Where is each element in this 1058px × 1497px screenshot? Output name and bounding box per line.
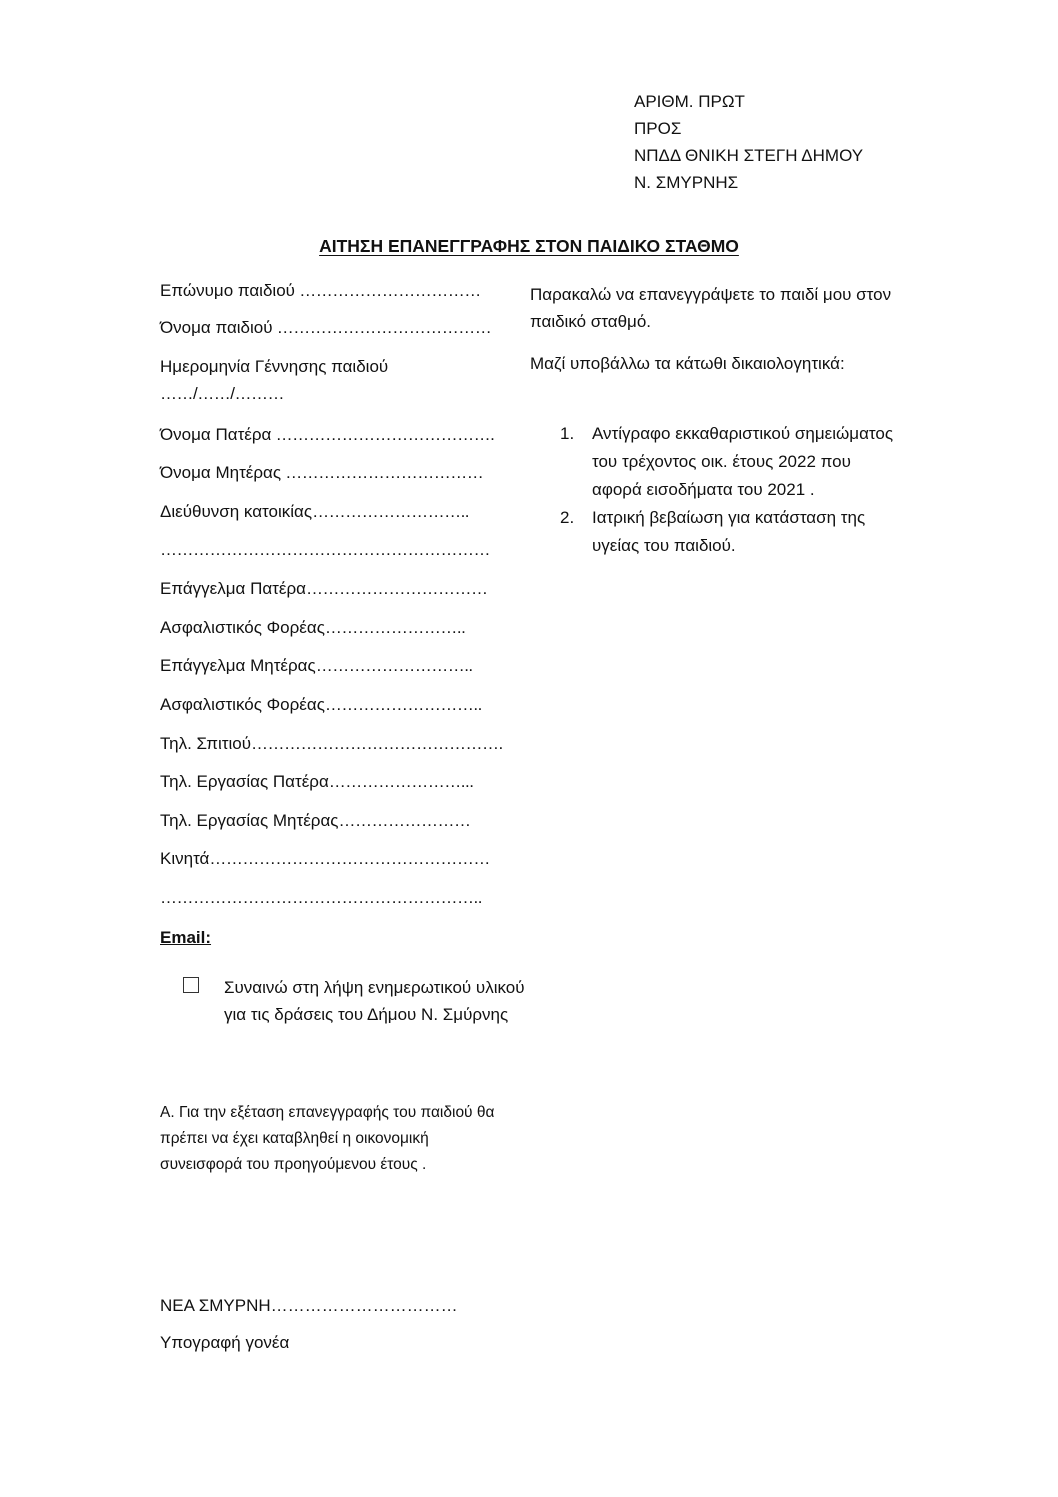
field-child-birthdate-label: Ημερομηνία Γέννησης παιδιού [160,357,389,376]
document-item [560,420,900,504]
field-mobile-phones[interactable]: Κινητά…………………………………………… [160,849,490,868]
request-text: Παρακαλώ να επανεγγράψετε το παιδί μου στον παιδικό σταθμό. [530,285,892,331]
document-item [560,504,900,560]
field-home-address[interactable]: Διεύθυνση κατοικίας……………………….. [160,502,470,521]
recipient-municipality: Ν. ΣΜΥΡΝΗΣ [634,173,739,192]
consent-checkbox[interactable] [183,977,199,993]
field-father-work-phone[interactable]: Τηλ. Εργασίας Πατέρα……………………... [160,772,474,791]
field-child-surname[interactable]: Επώνυμο παιδιού …………………………… [160,281,481,300]
recipient-header [634,88,863,196]
field-mother-work-phone[interactable]: Τηλ. Εργασίας Μητέρας…………………… [160,811,471,830]
field-mother-occupation[interactable]: Επάγγελμα Μητέρας……………………….. [160,656,473,675]
field-child-name[interactable]: Όνομα παιδιού ………………………………… [160,318,492,337]
field-father-occupation[interactable]: Επάγγελμα Πατέρα…………………………… [160,579,488,598]
documents-list [560,420,900,560]
place-date-line[interactable]: ΝΕΑ ΣΜΥΡΝΗ…………………………… [160,1296,458,1315]
document-text: Αντίγραφο εκκαθαριστικού σημειώματος του τρέχοντος οικ. έτους 2022 που αφορά εισοδήματα του 2021 . [592,424,894,499]
field-father-name[interactable]: Όνομα Πατέρα …………………………………. [160,425,495,444]
field-child-birthdate[interactable]: ……/……/……… [160,384,284,403]
to-label: ΠΡΟΣ [634,119,682,138]
field-mobile-phones-continued[interactable]: ………………………………………………….. [160,888,482,907]
recipient-organization: ΝΠΔΔ ΘΝΙΚΗ ΣΤΕΓΗ ΔΗΜΟΥ [634,146,864,165]
field-home-address-continued[interactable]: …………………………………………………… [160,540,490,559]
field-mother-name[interactable]: Όνομα Μητέρας ……………………………… [160,463,484,482]
protocol-number-label: ΑΡΙΘΜ. ΠΡΩΤ [634,92,745,111]
payment-note: Α. Για την εξέταση επανεγγραφής του παιδιού θα πρέπει να έχει καταβληθεί η οικονομική συνεισφορά του προηγούμενου έτους . [160,1104,495,1173]
documents-intro: Μαζί υποβάλλω τα κάτωθι δικαιολογητικά: [530,354,845,373]
document-number: 1. [560,424,575,443]
field-father-insurance[interactable]: Ασφαλιστικός Φορέας…………………….. [160,618,466,637]
document-text: Ιατρική βεβαίωση για κατάσταση της υγείας του παιδιού. [592,508,866,555]
document-title: ΑΙΤΗΣΗ ΕΠΑΝΕΓΓΡΑΦΗΣ ΣΤΟΝ ΠΑΙΔΙΚΟ ΣΤΑΘΜΟ [319,236,739,256]
email-label: Email: [160,928,212,947]
consent-text: Συναινώ στη λήψη ενημερωτικού υλικού για τις δράσεις του Δήμου Ν. Σμύρνης [224,978,525,1024]
document-number: 2. [560,508,575,527]
signature-label: Υπογραφή γονέα [160,1333,290,1352]
field-home-phone[interactable]: Τηλ. Σπιτιού………………………………………. [160,734,503,753]
field-mother-insurance[interactable]: Ασφαλιστικός Φορέας……………………….. [160,695,482,714]
